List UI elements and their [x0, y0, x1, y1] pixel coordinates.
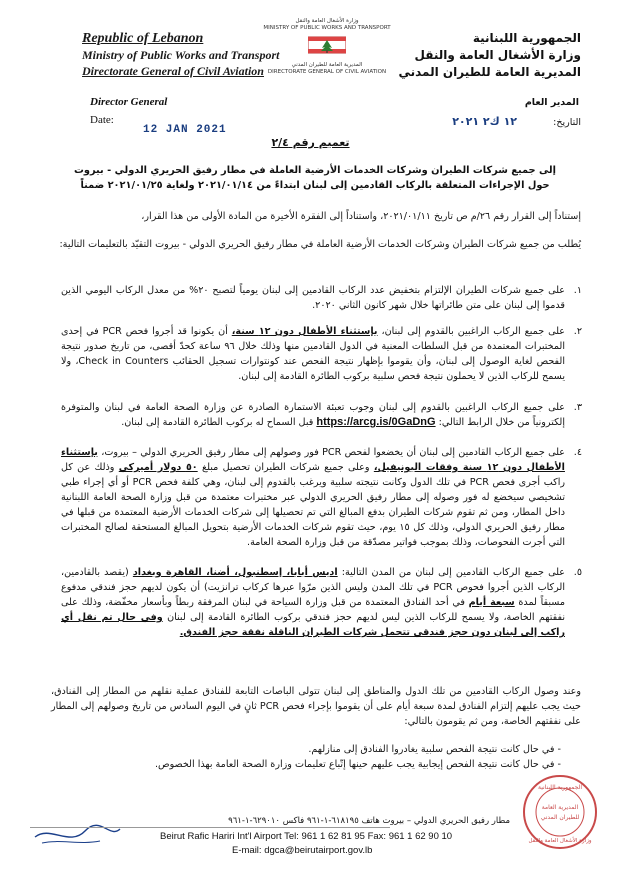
item-text-part: في أحد الفنادق المعتمدة من قبل وزارة السياحة في لبنان المرفقة ربطاً وبأسعار مخفّضة، وذلك على نفقتهم الخاصة، ولا يسمح للركاب الذين ليس لديهم حجز فندقي بركوب الطائرة القادمة إلى لبنان [61, 597, 565, 623]
intro-paragraph-1: إستناداً إلى القرار رقم ٢٦/م ص تاريخ ٢٠٢١/٠١/١١، واستناداً إلى الفقرة الأخيرة من المادة الأولى من هذا القرار، [141, 211, 581, 222]
header-arabic [381, 30, 581, 81]
item-text [61, 565, 565, 640]
item-text-part: قبل السماح له بركوب الطائرة القادمة إلى لبنان. [121, 417, 314, 428]
item-text-emphasis: بإستثناء الأطفال دون ١٢ سنة وفقات اليونيفيل، [61, 447, 565, 473]
intro-paragraph-2: يُطلب من جميع شركات الطيران وشركات الخدمات الأرضية العاملة في مطار رفيق الحريري الدولي - بيروت التقيّد بالتعليمات التالية: [59, 239, 581, 250]
bullet-text: في حال كانت نتيجة الفحص إيجابية يجب عليهم حينها إتّباع تعليمات وزارة الصحة العامة بهذا الخصوص. [154, 759, 555, 770]
footer-arabic: مطار رفيق الحريري الدولي – بيروت هاتف ٦١٨١٩٥-١-٩٦١ فاكس ٦٢٩٠١٠-١-٩٦١ [228, 816, 510, 826]
date-stamp-ar: ١٢ ك٢ ٢٠٢١ [452, 115, 517, 128]
header-english [82, 31, 287, 79]
date-label-ar: التاريخ: [553, 117, 581, 128]
list-item [61, 565, 581, 640]
list-item [61, 283, 581, 313]
subject-line-2: حول الإجراءات المتعلقة بالركاب القادمين إلى لبنان ابتداءً من ٢٠٢١/٠١/١٤ ولغاية ٢٠٢١/٠١/٢٥ ضمناً [80, 180, 550, 191]
form-link[interactable]: https://arcg.is/0GaDnG [316, 416, 436, 428]
official-stamp [520, 772, 600, 852]
director-en: Director General [90, 96, 168, 108]
signature-icon [30, 815, 125, 855]
bullet-item: - في حال كانت نتيجة الفحص إيجابية يجب عليهم حينها إتّباع تعليمات وزارة الصحة العامة بهذا الخصوص. [154, 759, 561, 770]
bullet-text: في حال كانت نتيجة الفحص سلبية يغادروا الفنادق إلى منازلهم. [308, 744, 555, 755]
item-text-part: أن يكونوا قد أجروا فحص PCR في إحدى المختبرات المعتمدة من قبل السلطات المعنية في الدول القادمين منها وذلك خلال ٩٦ ساعة كحدّ أقصى، من تاريخ صدور نتيجة الفحص لغاية الوصول إلى لبنان، وأن يقوموا بإظهار نتيجة الفحص عند كونتوارات تسجيل الحقائب Check in Counters، ولا يسمح للركاب الذين لا يحملون نتيجة فحص سلبية بركوب الطائرة القادمة إلى لبنان. [61, 326, 565, 382]
item-text-part: وذلك عن كل راكب أجرى فحص PCR في تلك الدول وكانت نتيجته سلبية ويرغب بالقدوم إلى لبنان، وهي كلفة فحص PCR أو أي إجراء طبي تشخيصي سيخضع له فور وصوله إلى مطار رفيق الحريري الدولي عبر مختبرات معتمدة من قبل وزارة الصحة العامة اللبنانية داخل المطار، ومن ثم تقوم شركات الطيران بدفع المبالغ التي تم تحصيلها إلى شركات الخدمات الأرضية المعتمدة من قبلها في مطار رفيق الحريري الدولي، وذلك كل ١٥ يوم، حيث تقوم شركات الخدمات الأرضية بتحويل المبالغ المستحقة لصالح المختبرات التي أجرت الفحوصات، وذلك بموجب فواتير مصدّقة من قبل وزارة الصحة العامة. [61, 462, 566, 548]
item-text [61, 324, 565, 384]
director-ar: المدير العام [524, 97, 579, 108]
item-text-emphasis: وفي حال تم نقل أي راكب إلى لبنان دون حجز فندقي تتحمل شركات الطيران الناقلة نفقة حجز الفندق. [61, 612, 565, 638]
closing-bullets [51, 742, 561, 772]
bullet-item: - في حال كانت نتيجة الفحص سلبية يغادروا الفنادق إلى منازلهم. [308, 744, 561, 755]
item-text-part: على جميع الركاب القادمين إلى لبنان من المدن التالية: [341, 567, 565, 578]
item-text-emphasis: ٥٠ دولار أميركي [118, 462, 198, 473]
item-number: ٤. [573, 447, 582, 458]
emblem-ar-top: وزارة الأشغال العامة والنقل [295, 18, 359, 24]
item-text [61, 400, 565, 430]
cedar-emblem-icon [308, 35, 346, 55]
footer-contact: Beirut Rafic Hariri Int'l Airport Tel: 961 1 62 81 95 Fax: 961 1 62 90 10 [160, 831, 453, 842]
item-number: ٢. [573, 326, 582, 337]
item-text [61, 445, 565, 550]
circular-title: تعميم رقم ٢/٤ [271, 136, 350, 149]
header-ar-republic: الجمهورية اللبنانية [472, 31, 581, 45]
header-en-ministry: Ministry of Public Works and Transport [82, 48, 280, 62]
header-en-directorate: Directorate General of Civil Aviation [82, 64, 264, 78]
item-text-part: على جميع الركاب الراغبين بالقدوم إلى لبنان وجوب تعبئة الاستمارة الصادرة عن وزارة الصحة العامة في لبنان والمتوفرة إلكترونياً من خلال الرابط التالي: [61, 402, 565, 428]
stamp-line-4: وزارة الأشغال العامة والنقل [528, 838, 592, 844]
item-text: على جميع شركات الطيران الإلتزام بتخفيض عدد الركاب القادمين إلى لبنان يومياً لتصبح ٢٠% من معدل الركاب اليومي الذين قدموا إلى لبنان على متن طائراتها خلال شهر كانون الثاني ٢٠٢٠. [61, 285, 565, 311]
emblem-en-top: MINISTRY OF PUBLIC WORKS AND TRANSPORT [263, 25, 391, 31]
date-label-en: Date: [90, 114, 114, 126]
subject-line-1: إلى جميع شركات الطيران وشركات الخدمات الأرضية العاملة في مطار رفيق الحريري الدولي - بيروت [74, 165, 556, 176]
list-item [61, 445, 581, 550]
stamp-line-3: للطيران المدني [540, 814, 580, 821]
item-text-part: على جميع الركاب القادمين إلى لبنان أن يخضعوا لفحص PCR فور وصولهم إلى مطار رفيق الحريري الدولي – بيروت، [101, 447, 565, 458]
item-text-emphasis: بإستثناء الأطفال دون ١٢ سنة، [231, 326, 378, 337]
header-en-republic: Republic of Lebanon [82, 31, 204, 46]
emblem-ar-bottom: المديرية العامة للطيران المدني [291, 62, 363, 68]
closing-paragraph: وعند وصول الركاب القادمين من تلك الدول والمناطق إلى لبنان تتولى الباصات التابعة للفنادق عملية نقلهم من المطار إلى الفنادق، حيث يجب عليهم إلتزام الفنادق لمدة سبعة أيام على أن يقوموا بإجراء فحص PCR ثانٍ في اليوم السادس من تاريخ وصولهم إلى المطار على نفقتهم الخاصة، ومن ثم يقومون بالتالي: [51, 686, 581, 727]
stamp-line-1: الجمهورية اللبنانية [537, 784, 583, 791]
item-text-emphasis: سبعة أيام [468, 597, 515, 608]
item-text-part: وعلى جميع شركات الطيران تحصيل مبلغ [202, 462, 370, 473]
stamp-line-2: المديرية العامة [541, 804, 579, 811]
emblem-en-bottom: DIRECTORATE GENERAL OF CIVIL AVIATION [267, 69, 387, 75]
header-ar-ministry: وزارة الأشغال العامة والنقل [414, 48, 581, 62]
item-text-part: (يقصد بالقادمين، الركاب الذين أجروا فحوص PCR في تلك المدن وليس الذين مرّوا عبرها كركاب ترانزيت) أن يكون لديهم حجز فندقي مدفوع مسبقاً لمدة [61, 567, 565, 608]
header-ar-directorate: المديرية العامة للطيران المدني [398, 65, 581, 79]
header-emblem [262, 18, 392, 76]
item-text-part: على جميع الركاب الراغبين بالقدوم إلى لبنان، [381, 326, 565, 337]
footer-rule [30, 827, 390, 828]
item-number: ٣. [573, 402, 582, 413]
list-item [61, 400, 581, 430]
item-text-emphasis: اديس أبابا، إسطنبول، أضنا، القاهرة وبغداد [132, 567, 338, 578]
list-item [61, 324, 581, 384]
item-number: ٥. [573, 567, 582, 578]
item-number: ١. [573, 285, 582, 296]
date-stamp-en: 12 JAN 2021 [143, 124, 227, 136]
footer-email: E-mail: dgca@beirutairport.gov.lb [232, 845, 373, 856]
circular-subject [70, 163, 560, 193]
